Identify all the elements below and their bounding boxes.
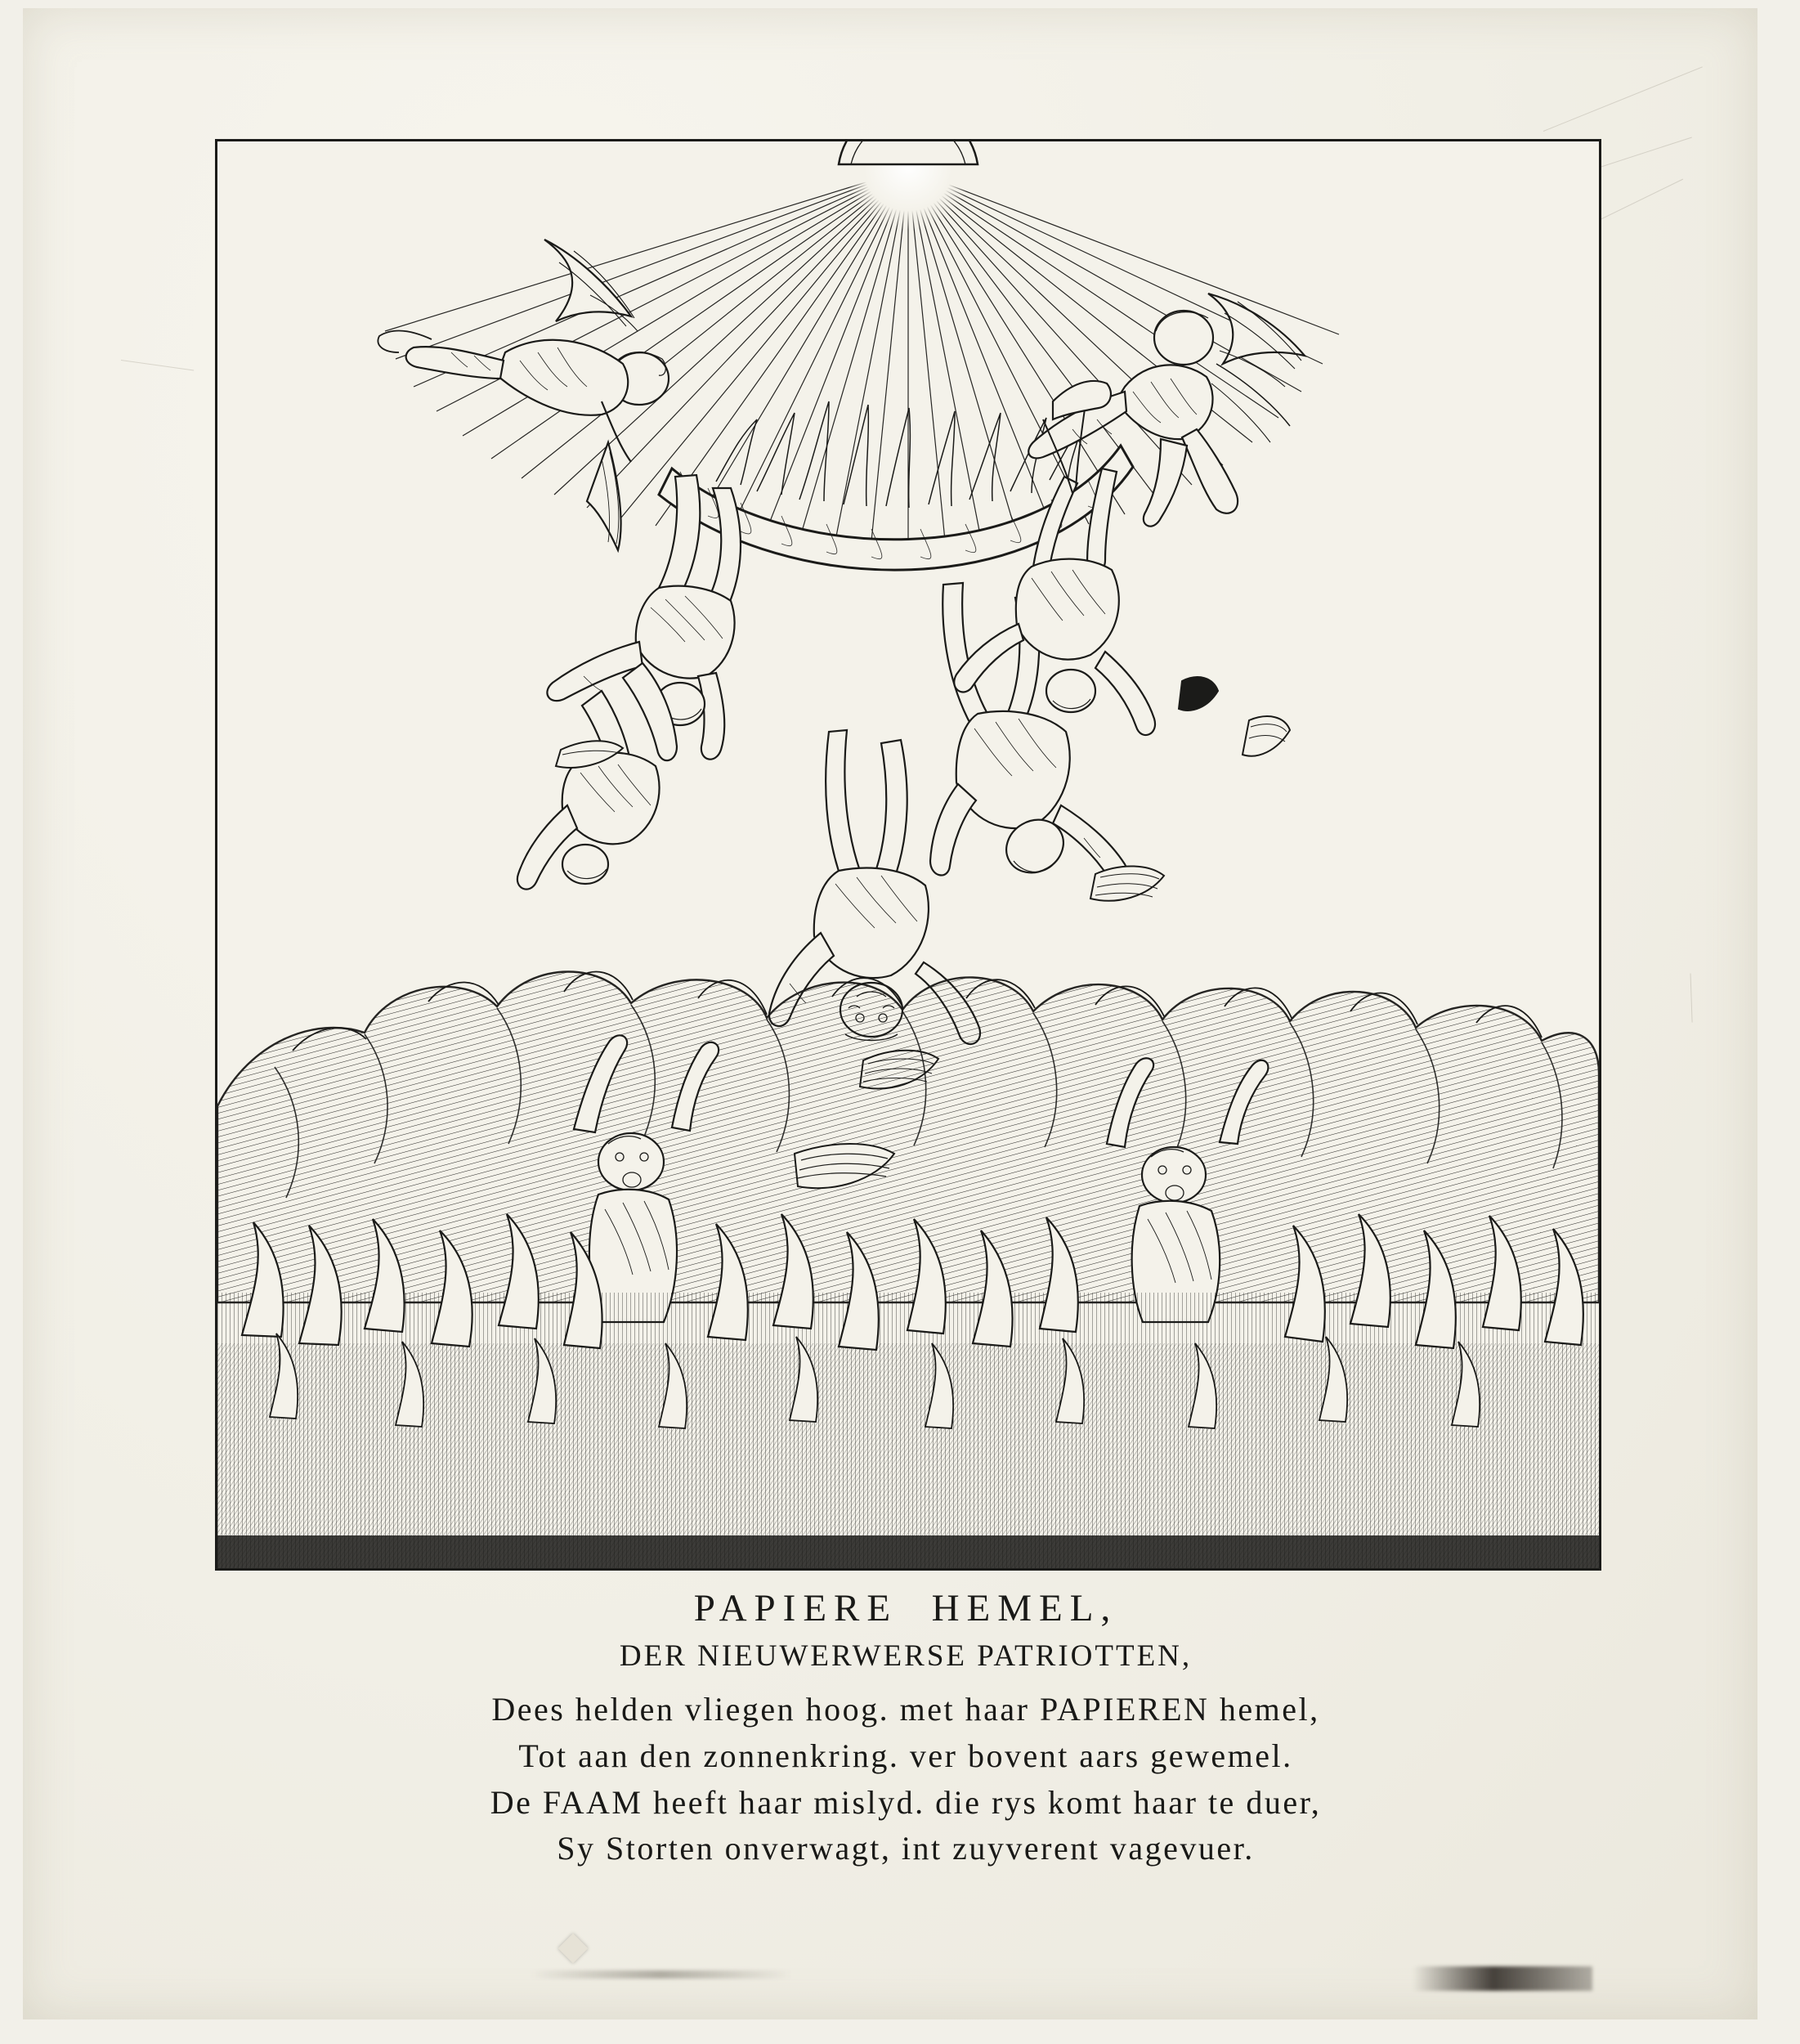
caption-verse-line-1: Dees helden vliegen hoog. met haar PAPIEREN hemel, (491, 1691, 1320, 1728)
caption-verse-line-3: De FAAM heeft haar mislyd. die rys komt haar te duer, (490, 1783, 1322, 1821)
paper-scratch (1690, 973, 1693, 1022)
paper-smudge-small (530, 1970, 791, 1979)
caption-block (186, 1586, 1625, 1872)
paper-smudge (1413, 1966, 1592, 1991)
engraving-illustration (217, 141, 1599, 1568)
paper-sheet (23, 8, 1757, 2019)
caption-subtitle: DER NIEUWERWERSE PATRIOTTEN, (619, 1639, 1193, 1673)
paper-scratch (121, 360, 194, 371)
smoke-clouds (217, 972, 1599, 1303)
engraving-plate (215, 139, 1601, 1571)
caption-title: PAPIERE HEMEL, (693, 1587, 1118, 1629)
paper-scratch (1543, 66, 1703, 132)
caption-verse-line-4: Sy Storten onverwagt, int zuyverent vagevuer. (557, 1830, 1255, 1867)
paper-tear-mark (558, 1934, 589, 1964)
caption-verse-line-2: Tot aan den zonnenkring. ver bovent aars gewemel. (518, 1737, 1293, 1774)
